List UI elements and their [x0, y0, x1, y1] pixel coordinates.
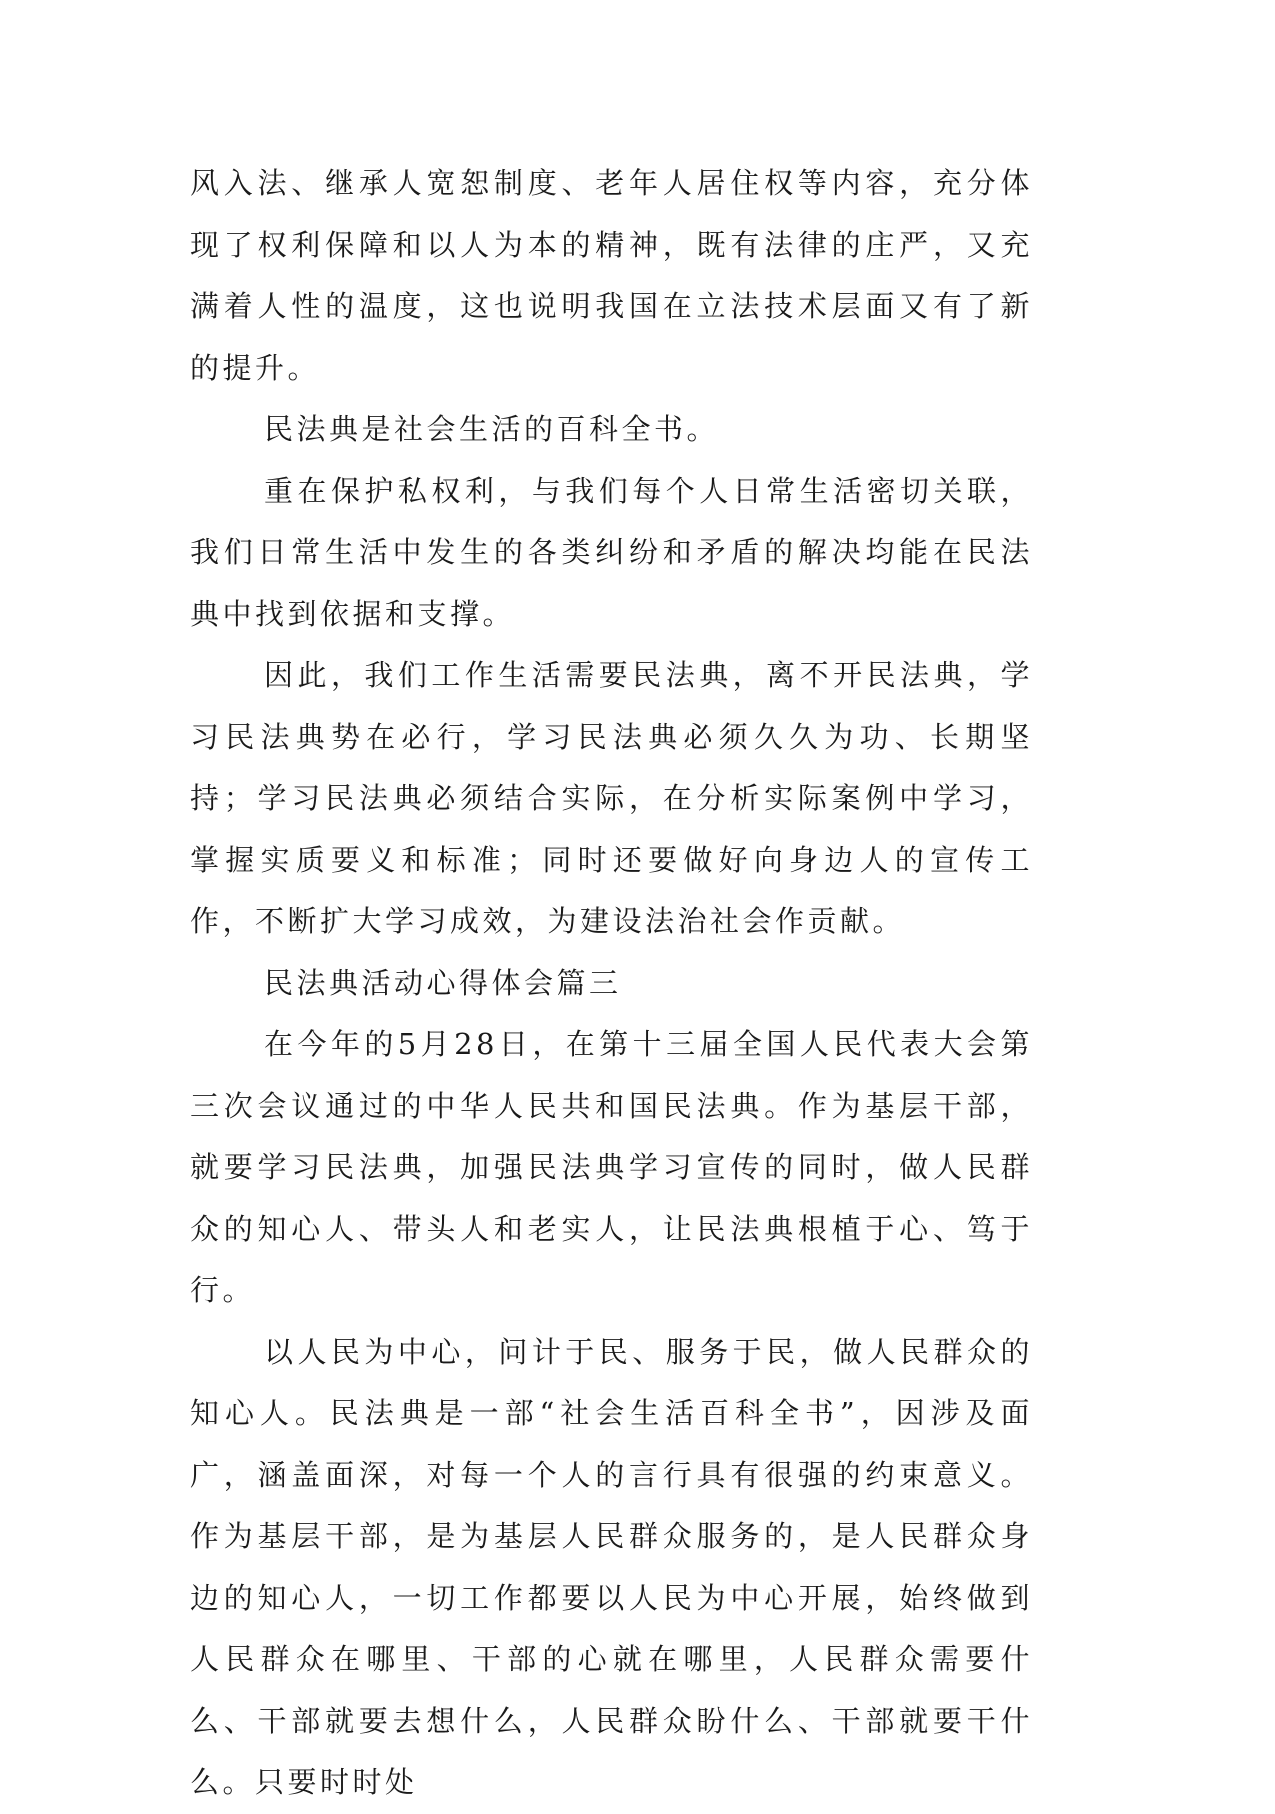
- paragraph-private-rights: 重在保护私权利，与我们每个人日常生活密切关联，我们日常生活中发生的各类纠纷和矛盾的解决均能在民法典中找到依据和支撑。: [190, 473, 1033, 631]
- paragraph-continuation: 风入法、继承人宽恕制度、老年人居住权等内容，充分体现了权利保障和以人为本的精神，既有法律的庄严，又充满着人性的温度，这也说明我国在立法技术层面又有了新的提升。: [190, 166, 1033, 385]
- paragraph-people-centered: 以人民为中心，问计于民、服务于民，做人民群众的知心人。民法典是一部“社会生活百科全书”，因涉及面广，涵盖面深，对每一个人的言行具有很强的约束意义。作为基层干部，是为基层人民群众服务的，是人民群众身边的知心人，一切工作都要以人民为中心开展，始终做到人民群众在哪里、干部的心就在哪里，人民群众需要什么、干部就要去想什么，人民群众盼什么、干部就要干什么。只要时时处: [190, 1334, 1033, 1799]
- paragraph-study-necessity: 因此，我们工作生活需要民法典，离不开民法典，学习民法典势在必行，学习民法典必须久久为功、长期坚持；学习民法典必须结合实际，在分析实际案例中学习，掌握实质要义和标准；同时还要做好向身边人的宣传工作，不断扩大学习成效，为建设法治社会作贡献。: [190, 658, 1033, 938]
- section-heading: 民法典活动心得体会篇三: [264, 965, 622, 1000]
- paragraph-may-28: 在今年的5月28日，在第十三届全国人民代表大会第三次会议通过的中华人民共和国民法典。作为基层干部，就要学习民法典，加强民法典学习宣传的同时，做人民群众的知心人、带头人和老实人，让民法典根植于心、笃于行。: [190, 1027, 1033, 1307]
- paragraph-civil-code-encyclopedia: 民法典是社会生活的百科全书。: [264, 412, 720, 446]
